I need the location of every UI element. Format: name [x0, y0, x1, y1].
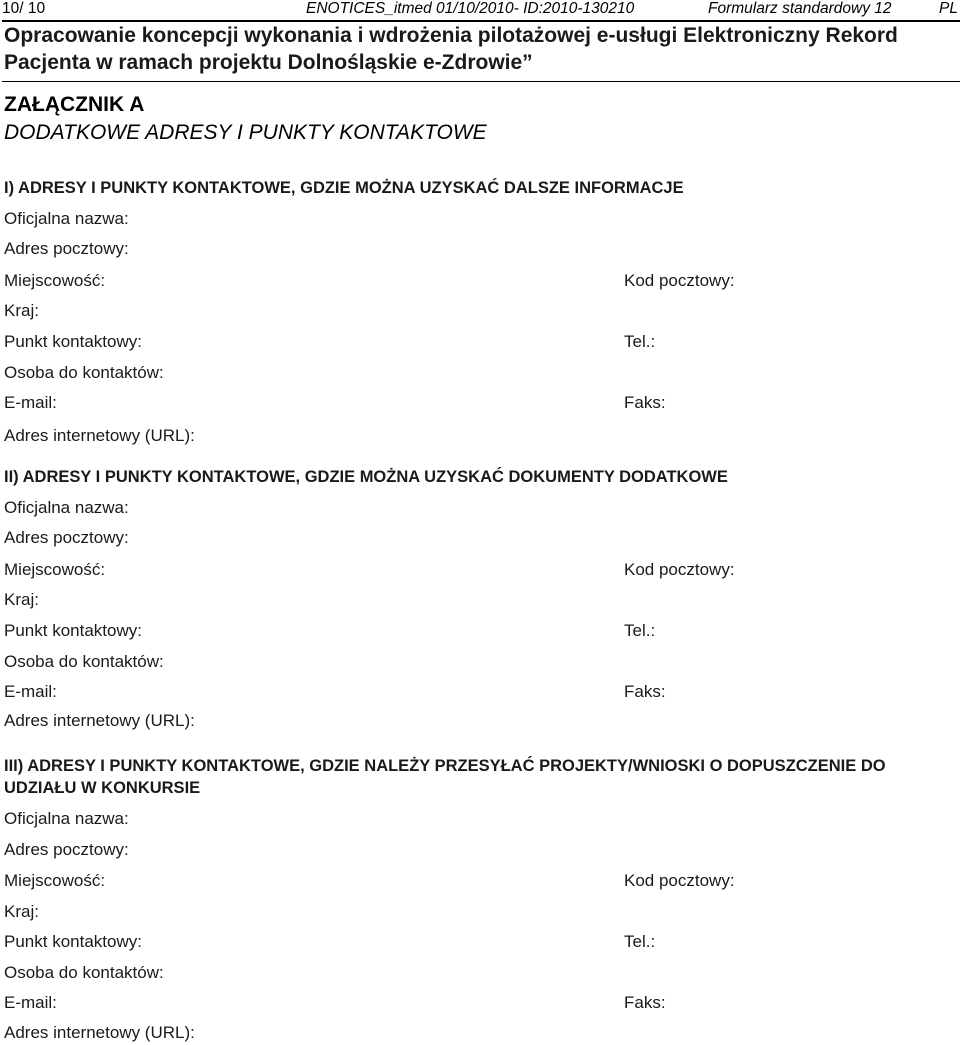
annex-subtitle: DODATKOWE ADRESY I PUNKTY KONTAKTOWE	[4, 121, 487, 144]
fax-label: Faks:	[624, 682, 666, 701]
country-label: Kraj:	[4, 590, 39, 609]
annex-title: ZAŁĄCZNIK A	[4, 93, 145, 116]
postal-code-label: Kod pocztowy:	[624, 271, 735, 290]
page-header	[2, 0, 960, 22]
official-name-label: Oficjalna nazwa:	[4, 809, 129, 828]
contact-person-label: Osoba do kontaktów:	[4, 652, 164, 671]
contact-person-label: Osoba do kontaktów:	[4, 963, 164, 982]
section-title: III) ADRESY I PUNKTY KONTAKTOWE, GDZIE NALEŻY PRZESYŁAĆ PROJEKTY/WNIOSKI O DOPUSZCZENIE DO UDZIAŁU W KONKURSIE	[4, 757, 886, 797]
phone-label: Tel.:	[624, 932, 656, 951]
postal-address-label: Adres pocztowy:	[4, 528, 129, 547]
postal-code-label: Kod pocztowy:	[624, 560, 735, 579]
form-name: Formularz standardowy 12	[708, 0, 892, 17]
url-label: Adres internetowy (URL):	[4, 1023, 195, 1042]
contact-point-label: Punkt kontaktowy:	[4, 332, 142, 351]
town-label: Miejscowość:	[4, 871, 106, 890]
email-label: E-mail:	[4, 682, 57, 701]
town-label: Miejscowość:	[4, 560, 106, 579]
fax-label: Faks:	[624, 993, 666, 1012]
contact-person-label: Osoba do kontaktów:	[4, 363, 164, 382]
section-title: I) ADRESY I PUNKTY KONTAKTOWE, GDZIE MOŻNA UZYSKAĆ DALSZE INFORMACJE	[4, 179, 684, 197]
postal-address-label: Adres pocztowy:	[4, 840, 129, 859]
phone-label: Tel.:	[624, 332, 656, 351]
contact-point-label: Punkt kontaktowy:	[4, 621, 142, 640]
postal-code-label: Kod pocztowy:	[624, 871, 735, 890]
title-divider	[2, 81, 960, 82]
email-label: E-mail:	[4, 993, 57, 1012]
contact-point-label: Punkt kontaktowy:	[4, 932, 142, 951]
email-label: E-mail:	[4, 393, 57, 412]
section-title: II) ADRESY I PUNKTY KONTAKTOWE, GDZIE MOŻNA UZYSKAĆ DOKUMENTY DODATKOWE	[4, 468, 728, 486]
url-label: Adres internetowy (URL):	[4, 711, 195, 730]
notice-id: ENOTICES_itmed 01/10/2010- ID:2010-130210	[306, 0, 635, 17]
page-number: 10/ 10	[2, 0, 46, 17]
official-name-label: Oficjalna nazwa:	[4, 209, 129, 228]
phone-label: Tel.:	[624, 621, 656, 640]
country-label: Kraj:	[4, 902, 39, 921]
language-code: PL	[939, 0, 958, 17]
url-label: Adres internetowy (URL):	[4, 426, 195, 445]
document-title: Opracowanie koncepcji wykonania i wdrożenia pilotażowej e-usługi Elektroniczny Rekord Pacjenta w ramach projektu Dolnośląskie e-Zdrowie”	[4, 24, 898, 74]
official-name-label: Oficjalna nazwa:	[4, 498, 129, 517]
fax-label: Faks:	[624, 393, 666, 412]
country-label: Kraj:	[4, 301, 39, 320]
postal-address-label: Adres pocztowy:	[4, 239, 129, 258]
town-label: Miejscowość:	[4, 271, 106, 290]
